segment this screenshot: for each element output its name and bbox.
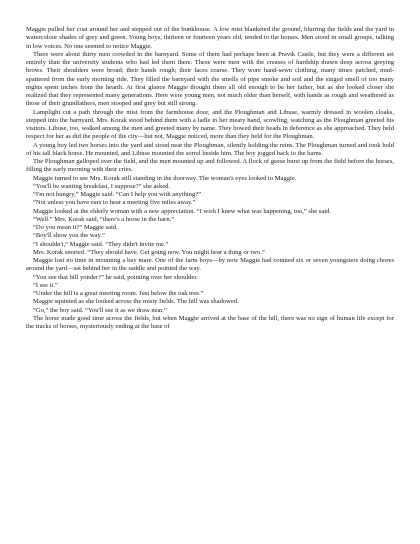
paragraph: A young boy led two horses into the yard and stood near the Ploughman, silently holding the reins. The Ploughman turned and took hold of his tall black horse. He mounted, and Libuse mounted the sorrel beside him. The boy jogged back to the barns.	[26, 141, 394, 157]
paragraph: Maggie turned to see Mrs. Korak still standing in the doorway. The woman's eyes looked to Maggie.	[33, 174, 297, 182]
paragraph: Maggie looked at the elderly woman with a new appreciation. “I wish I knew what was happening, too,” she said.	[33, 207, 331, 215]
paragraph: Mrs. Korak snorted. “They should have. Get going now. You might hear a thing or two.”	[33, 248, 265, 256]
dialogue-line: “Not unless you have ears to hear a meeting five miles away.”	[33, 199, 196, 207]
paragraph: The Ploughman galloped over the field, and the men mounted up and followed. A flock of geese burst up from the field before the horses, filling the early morning with their cries.	[26, 158, 394, 174]
dialogue-line: “You'll be wanting breakfast, I suppose?” she asked.	[33, 182, 171, 190]
paragraph: The horse made good time across the fields, but when Maggie arrived at the base of the hill, there was no sign of human life except for the tracks of horses, mysteriously ending at the base of	[26, 314, 394, 330]
dialogue-line: “Go,” the boy said. “You'll see it as we draw near.”	[33, 306, 167, 314]
dialogue-line: “I'm not hungry,” Maggie said. “Can I help you with anything?”	[33, 191, 202, 198]
book-page	[26, 26, 394, 331]
dialogue-line: “I see it.”	[33, 281, 58, 289]
dialogue-line: “I shouldn't,” Maggie said. “They didn't invite me.”	[33, 240, 169, 248]
dialogue-line: “Boy'll show you the way.”	[33, 232, 105, 240]
dialogue-line: “Do you mean it?” Maggie said.	[33, 224, 118, 231]
paragraph: Maggie pulled her coat around her and stepped out of the bunkhouse. A low mist blanketed the ground, blurring the fields and the yard in watercolour shades of grey and green. Young boys, thirteen or fourteen years old, tended to the horses. Men stood in small groups, talking in low voices. No one seemed to notice Maggie.	[26, 26, 394, 50]
paragraph: Maggie lost no time in mounting a bay mare. One of the farm boys—by now Maggie had counted six or seven youngsters doing chores around the yard—sat behind her in the saddle and pointed the way.	[26, 257, 394, 273]
dialogue-line: “Well.” Mrs. Korak said, “there's a horse in the barn.”	[33, 215, 175, 223]
paragraph: There were about thirty men crowded in the barnyard. Some of them had perhaps been at Pravik Castle, but they were a different set entirely than the university students who had led them there. These were men with the creases of hardship drawn deep across greying brows. Their shoulders were broad; their hands rough; their faces coarse. They wore hand-sewn clothing, many times patched, mud-spattered from the early morning ride. They filled the barnyard with the smells of pipe smoke and soil and the singed smell of too many nights spent inches from the hearth. At first glance Maggie thought them all old enough to be her father, but as she looked closer she realized that they represented many generations. Here were young men, not much older than herself, with hands as rough and weathered as those of their grandfathers, men stooped and grey but still strong.	[26, 50, 394, 108]
dialogue-line: “Under the hill is a great meeting room. Just below the oak tree.”	[33, 290, 204, 297]
dialogue-line: “You see that hill yonder?” he said, pointing over her shoulder.	[33, 273, 198, 281]
paragraph: Lamplight cut a path through the mist from the farmhouse door, and the Ploughman and Libuse, warmly dressed in woolen cloaks, stepped into the barnyard. Mrs. Korak stood behind them with a ladle in her meaty hand, scowling, watching as the Ploughman greeted his visitors. Libuse, too, walked among the men and greeted many by name. They bowed their heads in deference as she approached. They held respect for her as did the people of the city—but not, Maggie noticed, more than they held for the Ploughman.	[26, 108, 394, 141]
paragraph: Maggie squinted as she looked across the misty fields. The hill was shadowed.	[33, 298, 239, 306]
